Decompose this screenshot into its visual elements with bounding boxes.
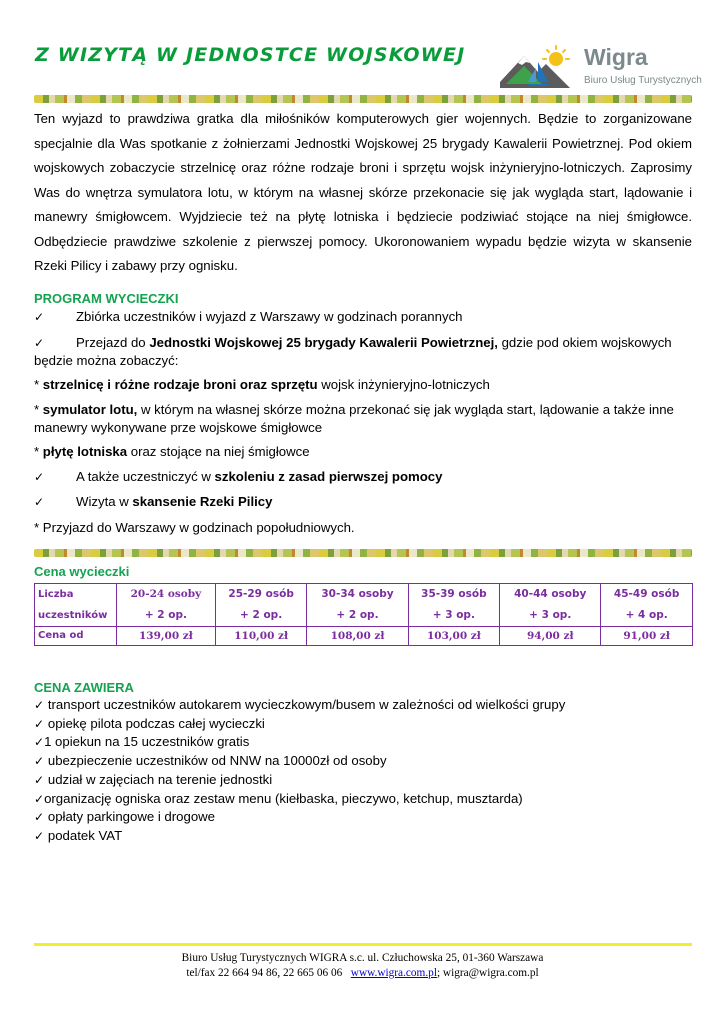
checkmark-icon: ✓ (34, 791, 45, 806)
list-item: ✓ opiekę pilota podczas całej wycieczki (34, 715, 265, 731)
checkmark-icon: ✓ (34, 810, 48, 825)
checkmark-icon: ✓ (34, 828, 48, 843)
list-item: ✓ opłaty parkingowe i drogowe (34, 809, 216, 825)
table-row (35, 584, 693, 627)
includes-heading: CENA ZAWIERA (34, 680, 134, 695)
checkmark-icon: ✓ (34, 470, 45, 484)
checkmark-icon: ✓ (34, 310, 45, 324)
table-cell: 45-49 osób + 4 op. (601, 584, 693, 627)
program-subitem: * symulator lotu, w którym na własnej skórze można przekonać się jak wygląda start, lądowanie a także inne manewry wykonywane prze wojskowe śmigłowce (34, 402, 674, 435)
table-cell: 35-39 osób + 3 op. (408, 584, 500, 627)
table-label-cell: Cena od (35, 627, 117, 646)
price-cell: 103,00 zł (408, 627, 500, 646)
program-item: ✓ Przejazd do Jednostki Wojskowej 25 brygady Kawalerii Powietrznej, gdzie pod okiem wojskowych będzie można zobaczyć: (34, 335, 672, 368)
website-link[interactable]: www.wigra.com.pl (350, 967, 437, 979)
includes-list (34, 696, 565, 846)
decorative-divider (34, 549, 692, 557)
footer-address: Biuro Usług Turystycznych WIGRA s.c. ul. Człuchowska 25, 01-360 Warszawa (181, 952, 544, 964)
intro-paragraph: Ten wyjazd to prawdziwa gratka dla miłośników komputerowych gier wojennych. Będzie to zorganizowane specjalnie dla Was spotkanie z żołnierzami Jednostki Wojskowej 25 brygady Kawalerii Powietrznej. Pod okiem wojskowych zobaczycie strzelnicę oraz różne rodzaje broni i sprzętu wojsk inżynieryjno-lotniczych. Zaprosimy Was do wnętrza symulatora lotu, w którym na własnej skórze przekonacie się jak wygląda start, lądowanie i manewry śmigłowcem. Wyjdziecie też na płytę lotniska i będziecie podziwiać stojące na niej śmigłowce. Odbędziecie prawdziwe szkolenie z pierwszej pomocy. Ukoronowaniem wypadu będzie wizyta w skansenie Rzeki Pilicy i zabawy przy ognisku. (34, 111, 692, 273)
program-item: ✓ Zbiórka uczestników i wyjazd z Warszawy w godzinach porannych (34, 309, 463, 324)
footer-divider (34, 943, 692, 946)
logo-subtitle: Biuro Usług Turystycznych (584, 75, 702, 86)
list-item: ✓ udział w zajęciach na terenie jednostki (34, 771, 273, 787)
table-cell: 40-44 osoby + 3 op. (500, 584, 601, 627)
checkmark-icon: ✓ (34, 735, 45, 750)
program-heading: PROGRAM WYCIECZKI (34, 291, 179, 306)
program-final: * Przyjazd do Warszawy w godzinach popołudniowych. (34, 520, 355, 535)
list-item: ✓ transport uczestników autokarem wycieczkowym/busem w zależności od wielkości grupy (34, 697, 566, 712)
page-title: Z WIZYTĄ W JEDNOSTCE WOJSKOWEJ (35, 44, 466, 66)
checkmark-icon: ✓ (34, 495, 45, 509)
checkmark-icon: ✓ (34, 754, 48, 769)
program-item: ✓ Wizyta w skansenie Rzeki Pilicy (34, 494, 273, 509)
footer-contact: tel/fax 22 664 94 86, 22 665 06 06 www.wigra.com.pl; wigra@wigra.com.pl (186, 967, 539, 979)
wigra-logo (498, 44, 702, 90)
price-cell: 110,00 zł (215, 627, 307, 646)
program-subitem: * strzelnicę i różne rodzaje broni oraz sprzętu wojsk inżynieryjno-lotniczych (34, 377, 490, 392)
list-item: ✓ ubezpieczenie uczestników od NNW na 10000zł od osoby (34, 753, 387, 769)
price-heading: Cena wycieczki (34, 564, 130, 579)
list-item: ✓organizację ogniska oraz zestaw menu (kiełbaska, pieczywo, ketchup, musztarda) (34, 790, 523, 806)
decorative-divider (34, 95, 692, 103)
table-cell: 20-24 osoby + 2 op. (117, 584, 216, 627)
price-table (34, 583, 693, 646)
list-item: ✓ podatek VAT (34, 827, 123, 843)
table-row (35, 627, 693, 646)
logo-name: Wigra (584, 44, 648, 70)
mountain-sailboat-icon (498, 44, 584, 90)
checkmark-icon: ✓ (34, 336, 45, 350)
price-cell: 139,00 zł (117, 627, 216, 646)
table-cell: 25-29 osób + 2 op. (215, 584, 307, 627)
checkmark-icon: ✓ (34, 772, 48, 787)
checkmark-icon: ✓ (34, 698, 48, 712)
price-cell: 108,00 zł (307, 627, 408, 646)
table-cell: 30-34 osoby + 2 op. (307, 584, 408, 627)
table-label-cell: Liczba uczestników (35, 584, 117, 627)
program-item: ✓ A także uczestniczyć w szkoleniu z zasad pierwszej pomocy (34, 469, 443, 484)
price-cell: 94,00 zł (500, 627, 601, 646)
program-subitem: * płytę lotniska oraz stojące na niej śmigłowce (34, 444, 310, 459)
checkmark-icon: ✓ (34, 716, 48, 731)
list-item: ✓1 opiekun na 15 uczestników gratis (34, 734, 250, 750)
price-cell: 91,00 zł (601, 627, 693, 646)
